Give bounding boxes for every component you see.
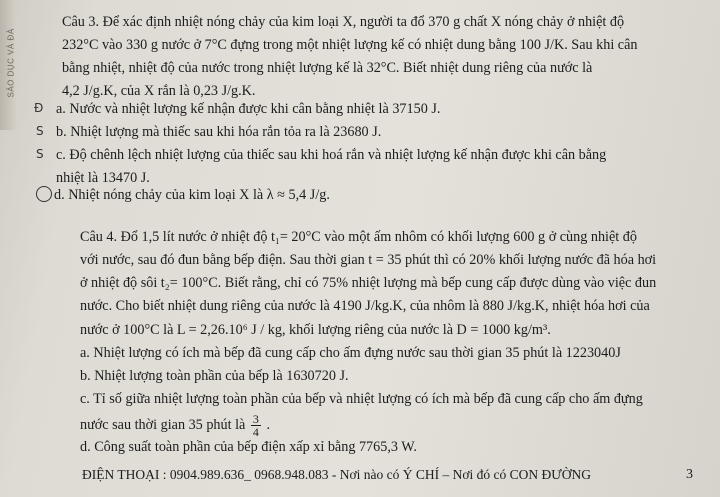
q3-option-a: a. Nước và nhiệt lượng kế nhận được khi cân bằng nhiệt là 37150 J. bbox=[56, 101, 441, 117]
q4-line5: nước ở 100°C là L = 2,26.10⁶ J / kg, khối lượng riêng của nước là D = 1000 kg/m³. bbox=[80, 322, 551, 338]
q4-option-b: b. Nhiệt lượng toàn phần của bếp là 1630720 J. bbox=[80, 368, 349, 384]
q4-option-c-line2 bbox=[80, 413, 270, 438]
footer-contact: ĐIỆN THOẠI : 0904.989.636_ 0968.948.083 - Nơi nào có Ý CHÍ – Nơi đó có CON ĐƯỜNG bbox=[82, 467, 591, 482]
q4-option-c-line1: c. Tỉ số giữa nhiệt lượng toàn phần của bếp và nhiệt lượng có ích mà bếp đã cung cấp cho ấm đựng bbox=[80, 391, 643, 407]
q4-option-c-suffix: . bbox=[266, 416, 270, 433]
book-spine bbox=[0, 0, 16, 130]
fraction-denominator: 4 bbox=[252, 425, 259, 439]
q4-line1: Câu 4. Đổ 1,5 lít nước ở nhiệt độ t₁= 20°C vào một ấm nhôm có khối lượng 600 g ở cùng nhiệt độ bbox=[80, 229, 637, 245]
page-number: 3 bbox=[686, 467, 693, 482]
q3-line2: 232°C vào 330 g nước ở 7°C đựng trong một nhiệt lượng kế có nhiệt dung bằng 100 J/K. Sau khi cân bbox=[62, 37, 638, 53]
q3-option-c-line2: nhiệt là 13470 J. bbox=[56, 170, 150, 186]
q4-option-c-prefix: nước sau thời gian 35 phút là bbox=[80, 416, 246, 433]
q3-option-c-line1: c. Độ chênh lệch nhiệt lượng của thiếc sau khi hoá rắn và nhiệt lượng kế nhận được khi cân bằng bbox=[56, 147, 607, 163]
fraction-numerator: 3 bbox=[252, 412, 259, 426]
q3-line4: 4,2 J/g.K, của X rắn là 0,23 J/g.K. bbox=[62, 83, 256, 99]
q3-option-b: b. Nhiệt lượng mà thiếc sau khi hóa rắn tỏa ra là 23680 J. bbox=[56, 124, 382, 140]
q4-line3: ở nhiệt độ sôi t₂= 100°C. Biết rằng, chỉ có 75% nhiệt lượng mà bếp cung cấp được dùng vào việc đun bbox=[80, 275, 657, 291]
q3-line1: Câu 3. Để xác định nhiệt nóng chảy của kim loại X, người ta đổ 370 g chất X nóng chảy ở nhiệt độ bbox=[62, 14, 625, 30]
spine-label: SÁO DỤC VÀ ĐÀ bbox=[6, 28, 16, 98]
q3-line3: bằng nhiệt, nhiệt độ của nước trong nhiệt lượng kế là 32°C. Biết nhiệt dung riêng của nước là bbox=[62, 60, 593, 76]
mark-c-false: S bbox=[36, 147, 44, 161]
q4-line2: với nước, sau đó đun bằng bếp điện. Sau thời gian t = 35 phút thì có 20% khối lượng nước đã hóa hơi bbox=[80, 252, 657, 268]
q4-option-a: a. Nhiệt lượng có ích mà bếp đã cung cấp cho ấm đựng nước sau thời gian 35 phút là 1223040J bbox=[80, 345, 621, 361]
mark-a-correct: Đ bbox=[34, 101, 44, 115]
mark-b-false: S bbox=[36, 124, 44, 138]
q3-option-d: d. Nhiệt nóng chảy của kim loại X là λ ≈ 5,4 J/g. bbox=[54, 187, 330, 203]
q4-line4: nước. Cho biết nhiệt dung riêng của nước là 4190 J/kg.K, của nhôm là 880 J/kg.K, nhiệt hóa hơi của bbox=[80, 298, 650, 314]
circled-answer-mark bbox=[36, 186, 52, 202]
q4-option-d: d. Công suất toàn phần của bếp điện xấp xỉ bằng 7765,3 W. bbox=[80, 439, 417, 455]
fraction bbox=[251, 413, 261, 438]
